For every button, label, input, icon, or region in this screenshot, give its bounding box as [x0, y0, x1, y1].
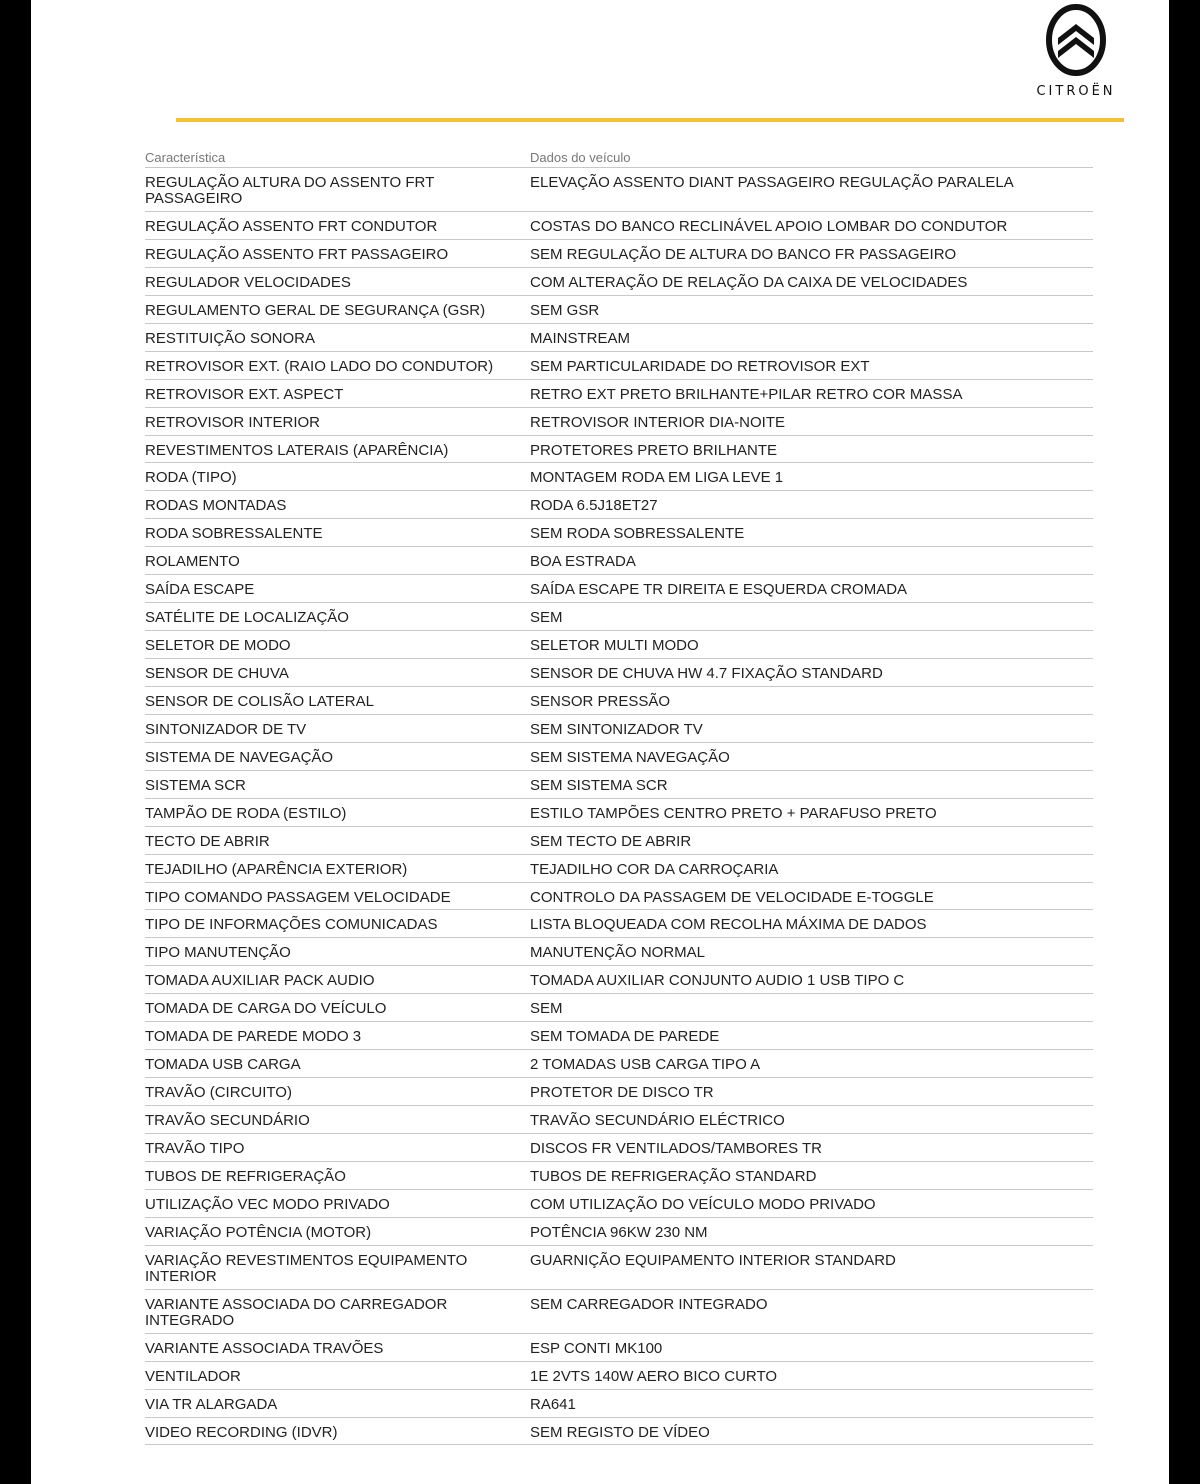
- table-body: [145, 168, 1093, 1445]
- cell-vehicle-data: SEM SISTEMA SCR: [530, 776, 668, 794]
- cell-vehicle-data: CONTROLO DA PASSAGEM DE VELOCIDADE E-TOGGLE: [530, 888, 934, 906]
- cell-vehicle-data: DISCOS FR VENTILADOS/TAMBORES TR: [530, 1139, 822, 1157]
- cell-vehicle-data: SEM PARTICULARIDADE DO RETROVISOR EXT: [530, 357, 870, 375]
- cell-vehicle-data: BOA ESTRADA: [530, 553, 636, 571]
- cell-characteristic: TIPO DE INFORMAÇÕES COMUNICADAS: [145, 916, 438, 934]
- citroen-chevrons-icon: [1045, 4, 1107, 76]
- cell-characteristic: REGULAÇÃO ALTURA DO ASSENTO FRT PASSAGEIRO: [145, 174, 434, 207]
- table-row: [145, 1106, 1093, 1134]
- cell-vehicle-data: RETROVISOR INTERIOR DIA-NOITE: [530, 413, 786, 431]
- cell-vehicle-data: POTÊNCIA 96KW 230 NM: [530, 1223, 708, 1241]
- cell-characteristic: SATÉLITE DE LOCALIZAÇÃO: [145, 609, 349, 627]
- cell-characteristic: TAMPÃO DE RODA (ESTILO): [145, 804, 347, 822]
- cell-characteristic: RODA SOBRESSALENTE: [145, 525, 323, 543]
- table-row: [145, 1022, 1093, 1050]
- cell-characteristic: VARIAÇÃO REVESTIMENTOS EQUIPAMENTO INTERIOR: [145, 1251, 468, 1285]
- cell-vehicle-data: TEJADILHO COR DA CARROÇARIA: [530, 860, 779, 878]
- cell-vehicle-data: SENSOR DE CHUVA HW 4.7 FIXAÇÃO STANDARD: [530, 665, 883, 682]
- cell-characteristic: SENSOR DE COLISÃO LATERAL: [145, 692, 374, 710]
- accent-rule: [176, 118, 1124, 122]
- cell-vehicle-data: LISTA BLOQUEADA COM RECOLHA MÁXIMA DE DADOS: [530, 916, 927, 934]
- cell-characteristic: VIDEO RECORDING (IDVR): [145, 1423, 338, 1441]
- cell-vehicle-data: TUBOS DE REFRIGERAÇÃO STANDARD: [530, 1167, 817, 1185]
- table-row: [145, 966, 1093, 994]
- table-row: [145, 168, 1093, 212]
- table-row: [145, 799, 1093, 827]
- table-row: [145, 240, 1093, 268]
- table-header: [145, 140, 1093, 168]
- cell-characteristic: TOMADA DE PAREDE MODO 3: [145, 1028, 362, 1046]
- table-row: [145, 463, 1093, 491]
- cell-vehicle-data: SEM GSR: [530, 301, 600, 319]
- cell-vehicle-data: COSTAS DO BANCO RECLINÁVEL APOIO LOMBAR DO CONDUTOR: [530, 218, 1008, 235]
- cell-characteristic: TIPO MANUTENÇÃO: [145, 944, 291, 962]
- cell-vehicle-data: SEM CARREGADOR INTEGRADO: [530, 1295, 768, 1313]
- table-row: [145, 743, 1093, 771]
- cell-characteristic: RESTITUIÇÃO SONORA: [145, 329, 316, 347]
- table-row: [145, 827, 1093, 855]
- cell-characteristic: VARIANTE ASSOCIADA TRAVÕES: [145, 1339, 384, 1357]
- cell-vehicle-data: SEM REGISTO DE VÍDEO: [530, 1423, 710, 1441]
- table-row: [145, 771, 1093, 799]
- cell-vehicle-data: SAÍDA ESCAPE TR DIREITA E ESQUERDA CROMADA: [530, 581, 908, 599]
- cell-characteristic: SENSOR DE CHUVA: [145, 665, 289, 682]
- table-row: [145, 603, 1093, 631]
- cell-vehicle-data: RETRO EXT PRETO BRILHANTE+PILAR RETRO COR MASSA: [530, 385, 963, 403]
- cell-characteristic: REGULAMENTO GERAL DE SEGURANÇA (GSR): [145, 301, 486, 319]
- table-row: [145, 994, 1093, 1022]
- table-row: [145, 519, 1093, 547]
- cell-vehicle-data: SENSOR PRESSÃO: [530, 692, 671, 710]
- cell-characteristic: TUBOS DE REFRIGERAÇÃO: [145, 1167, 346, 1185]
- table-row: [145, 1246, 1093, 1290]
- table-row: [145, 1162, 1093, 1190]
- cell-characteristic: RODAS MONTADAS: [145, 497, 287, 515]
- table-row: [145, 1334, 1093, 1362]
- cell-vehicle-data: PROTETORES PRETO BRILHANTE: [530, 441, 777, 459]
- cell-vehicle-data: COM UTILIZAÇÃO DO VEÍCULO MODO PRIVADO: [530, 1195, 876, 1213]
- cell-characteristic: UTILIZAÇÃO VEC MODO PRIVADO: [145, 1195, 390, 1213]
- table-row: [145, 296, 1093, 324]
- cell-vehicle-data: RODA 6.5J18ET27: [530, 497, 658, 515]
- table-row: [145, 1134, 1093, 1162]
- table-row: [145, 659, 1093, 687]
- table-row: [145, 1362, 1093, 1390]
- table-row: [145, 380, 1093, 408]
- cell-characteristic: SISTEMA SCR: [145, 776, 246, 794]
- cell-characteristic: SAÍDA ESCAPE: [145, 581, 255, 599]
- cell-characteristic: TOMADA DE CARGA DO VEÍCULO: [145, 1000, 387, 1018]
- table-row: [145, 1050, 1093, 1078]
- header-vehicle-data: Dados do veículo: [530, 150, 631, 165]
- table-row: [145, 855, 1093, 883]
- cell-characteristic: VARIANTE ASSOCIADA DO CARREGADOR INTEGRADO: [145, 1295, 448, 1329]
- table-row: [145, 575, 1093, 603]
- cell-characteristic: RETROVISOR INTERIOR: [145, 413, 321, 431]
- cell-characteristic: TOMADA AUXILIAR PACK AUDIO: [145, 972, 375, 990]
- table-row: [145, 436, 1093, 464]
- cell-characteristic: SISTEMA DE NAVEGAÇÃO: [145, 748, 334, 766]
- cell-vehicle-data: RA641: [530, 1395, 576, 1413]
- brand-logo: [1031, 4, 1121, 100]
- cell-vehicle-data: TOMADA AUXILIAR CONJUNTO AUDIO 1 USB TIPO C: [530, 972, 905, 990]
- cell-characteristic: VIA TR ALARGADA: [145, 1395, 278, 1413]
- table-row: [145, 268, 1093, 296]
- cell-characteristic: TRAVÃO SECUNDÁRIO: [145, 1112, 310, 1129]
- cell-vehicle-data: ESP CONTI MK100: [530, 1339, 663, 1357]
- cell-vehicle-data: GUARNIÇÃO EQUIPAMENTO INTERIOR STANDARD: [530, 1251, 896, 1269]
- cell-characteristic: REVESTIMENTOS LATERAIS (APARÊNCIA): [145, 441, 449, 459]
- cell-characteristic: TEJADILHO (APARÊNCIA EXTERIOR): [145, 860, 408, 878]
- cell-characteristic: RETROVISOR EXT. (RAIO LADO DO CONDUTOR): [145, 357, 494, 375]
- cell-vehicle-data: MANUTENÇÃO NORMAL: [530, 944, 706, 962]
- table-row: [145, 1218, 1093, 1246]
- cell-characteristic: SINTONIZADOR DE TV: [145, 720, 307, 738]
- cell-characteristic: REGULADOR VELOCIDADES: [145, 273, 351, 291]
- table-row: [145, 547, 1093, 575]
- table-row: [145, 715, 1093, 743]
- table-row: [145, 883, 1093, 911]
- cell-characteristic: TRAVÃO (CIRCUITO): [145, 1084, 292, 1102]
- cell-characteristic: SELETOR DE MODO: [145, 637, 291, 655]
- table-row: [145, 408, 1093, 436]
- table-row: [145, 1190, 1093, 1218]
- table-row: [145, 910, 1093, 938]
- cell-characteristic: TRAVÃO TIPO: [145, 1139, 245, 1157]
- cell-vehicle-data: PROTETOR DE DISCO TR: [530, 1084, 714, 1102]
- cell-vehicle-data: SEM REGULAÇÃO DE ALTURA DO BANCO FR PASSAGEIRO: [530, 245, 957, 263]
- cell-characteristic: REGULAÇÃO ASSENTO FRT CONDUTOR: [145, 218, 438, 235]
- cell-characteristic: REGULAÇÃO ASSENTO FRT PASSAGEIRO: [145, 245, 449, 263]
- cell-characteristic: RODA (TIPO): [145, 469, 237, 487]
- table-row: [145, 324, 1093, 352]
- cell-vehicle-data: MAINSTREAM: [530, 329, 631, 347]
- cell-characteristic: VARIAÇÃO POTÊNCIA (MOTOR): [145, 1223, 372, 1241]
- cell-characteristic: VENTILADOR: [145, 1367, 241, 1385]
- cell-vehicle-data: SEM RODA SOBRESSALENTE: [530, 525, 745, 543]
- table-row: [145, 352, 1093, 380]
- table-row: [145, 631, 1093, 659]
- cell-vehicle-data: ELEVAÇÃO ASSENTO DIANT PASSAGEIRO REGULAÇÃO PARALELA: [530, 174, 1014, 191]
- cell-vehicle-data: COM ALTERAÇÃO DE RELAÇÃO DA CAIXA DE VELOCIDADES: [530, 273, 968, 291]
- cell-vehicle-data: 2 TOMADAS USB CARGA TIPO A: [530, 1056, 761, 1074]
- brand-wordmark: CITROËN: [1036, 84, 1116, 99]
- cell-characteristic: TOMADA USB CARGA: [145, 1056, 301, 1074]
- cell-vehicle-data: SEM SISTEMA NAVEGAÇÃO: [530, 748, 730, 766]
- header-characteristic: Característica: [145, 150, 226, 165]
- table-row: [145, 1390, 1093, 1418]
- cell-vehicle-data: SEM SINTONIZADOR TV: [530, 720, 703, 738]
- cell-vehicle-data: 1E 2VTS 140W AERO BICO CURTO: [530, 1367, 778, 1385]
- cell-characteristic: TIPO COMANDO PASSAGEM VELOCIDADE: [145, 888, 451, 906]
- cell-vehicle-data: SEM TECTO DE ABRIR: [530, 832, 692, 850]
- table-row: [145, 938, 1093, 966]
- table-row: [145, 1418, 1093, 1446]
- cell-characteristic: TECTO DE ABRIR: [145, 832, 270, 850]
- cell-characteristic: RETROVISOR EXT. ASPECT: [145, 385, 344, 403]
- cell-characteristic: ROLAMENTO: [145, 553, 240, 571]
- cell-vehicle-data: SEM: [530, 609, 563, 627]
- table-row: [145, 491, 1093, 519]
- cell-vehicle-data: TRAVÃO SECUNDÁRIO ELÉCTRICO: [530, 1112, 785, 1129]
- cell-vehicle-data: MONTAGEM RODA EM LIGA LEVE 1: [530, 469, 784, 487]
- cell-vehicle-data: SEM TOMADA DE PAREDE: [530, 1028, 720, 1046]
- table-row: [145, 1078, 1093, 1106]
- table-row: [145, 1290, 1093, 1334]
- cell-vehicle-data: SEM: [530, 1000, 563, 1018]
- table-row: [145, 212, 1093, 240]
- cell-vehicle-data: SELETOR MULTI MODO: [530, 637, 699, 655]
- cell-vehicle-data: ESTILO TAMPÕES CENTRO PRETO + PARAFUSO PRETO: [530, 804, 937, 822]
- spec-table: [145, 140, 1093, 1445]
- table-row: [145, 687, 1093, 715]
